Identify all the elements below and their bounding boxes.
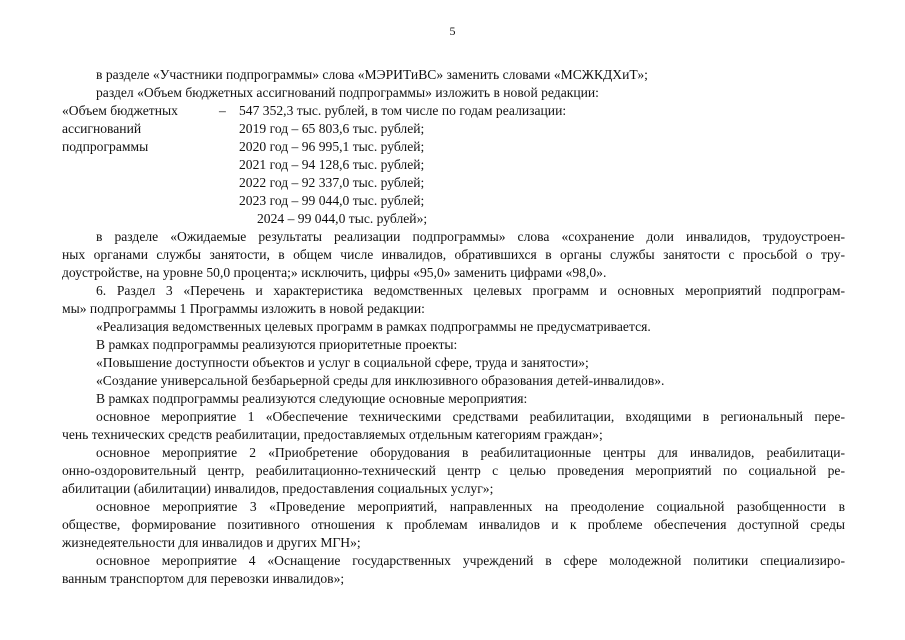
paragraph-line: обществе, формирование позитивного отношения к проблемам инвалидов и к проблеме обеспечения доступной среды: [62, 517, 845, 532]
table-year: 2021 год – 94 128,6 тыс. рублей;: [239, 157, 425, 172]
paragraph-line: «Создание универсальной безбарьерной среды для инклюзивного образования детей-инвалидов».: [96, 373, 665, 388]
paragraph-line: «Реализация ведомственных целевых программ в рамках подпрограммы не предусматривается.: [96, 319, 651, 334]
paragraph-line: В рамках подпрограммы реализуются следующие основные мероприятия:: [96, 391, 528, 406]
paragraph-line: жизнедеятельности для инвалидов и других МГН»;: [62, 535, 361, 550]
table-year: 2023 год – 99 044,0 тыс. рублей;: [239, 193, 425, 208]
paragraph-line: основное мероприятие 2 «Приобретение оборудования в реабилитационные центры для инвалидов, реабилитаци-: [96, 445, 845, 460]
paragraph-line: доустройстве, на уровне 50,0 процента;» исключить, цифры «95,0» заменить цифрами «98,0».: [62, 265, 607, 280]
table-year: 2020 год – 96 995,1 тыс. рублей;: [239, 139, 425, 154]
page-number: 5: [449, 24, 456, 38]
table-year: 2022 год – 92 337,0 тыс. рублей;: [239, 175, 425, 190]
table-year: 2024 – 99 044,0 тыс. рублей»;: [257, 211, 428, 226]
paragraph-line: онно-оздоровительный центр, реабилитационно-технический центр с целью проведения мероприятий по социальной ре-: [62, 463, 845, 478]
paragraph-line: раздел «Объем бюджетных ассигнований подпрограммы» изложить в новой редакции:: [96, 85, 599, 100]
paragraph-line: В рамках подпрограммы реализуются приоритетные проекты:: [96, 337, 458, 352]
paragraph-line: основное мероприятие 3 «Проведение мероприятий, направленных на преодоление социальной разобщенности в: [96, 499, 845, 514]
table-label: подпрограммы: [62, 139, 149, 154]
table-year: 2019 год – 65 803,6 тыс. рублей;: [239, 121, 425, 136]
paragraph-line: основное мероприятие 4 «Оснащение государственных учреждений в сфере молодежной политики специализиро-: [96, 553, 845, 568]
table-label: «Объем бюджетных: [62, 103, 178, 118]
paragraph-line: чень технических средств реабилитации, предоставляемых отдельным категориям граждан»;: [62, 427, 603, 442]
paragraph-line: мы» подпрограммы 1 Программы изложить в новой редакции:: [62, 301, 425, 316]
paragraph-line: «Повышение доступности объектов и услуг в социальной сфере, труда и занятости»;: [96, 355, 589, 370]
table-label: ассигнований: [62, 121, 142, 136]
paragraph-line: ных органами службы занятости, в общем числе инвалидов, обратившихся в органы службы занятости с просьбой о тру-: [62, 247, 845, 262]
paragraph-line: 6. Раздел 3 «Перечень и характеристика ведомственных целевых программ и основных мероприятий подпрограм-: [96, 283, 845, 298]
table-total: 547 352,3 тыс. рублей, в том числе по годам реализации:: [239, 103, 567, 118]
paragraph-line: в разделе «Ожидаемые результаты реализации подпрограммы» слова «сохранение доли инвалидов, трудоустроен-: [96, 229, 845, 244]
paragraph-line: в разделе «Участники подпрограммы» слова «МЭРИТиВС» заменить словами «МСЖКДХиТ»;: [96, 67, 648, 82]
paragraph-line: абилитации (абилитации) инвалидов, предоставления социальных услуг»;: [62, 481, 494, 496]
table-dash: –: [219, 103, 226, 118]
paragraph-line: основное мероприятие 1 «Обеспечение техническими средствами реабилитации, входящими в региональный пере-: [96, 409, 845, 424]
paragraph-line: ванным транспортом для перевозки инвалидов»;: [62, 571, 345, 586]
